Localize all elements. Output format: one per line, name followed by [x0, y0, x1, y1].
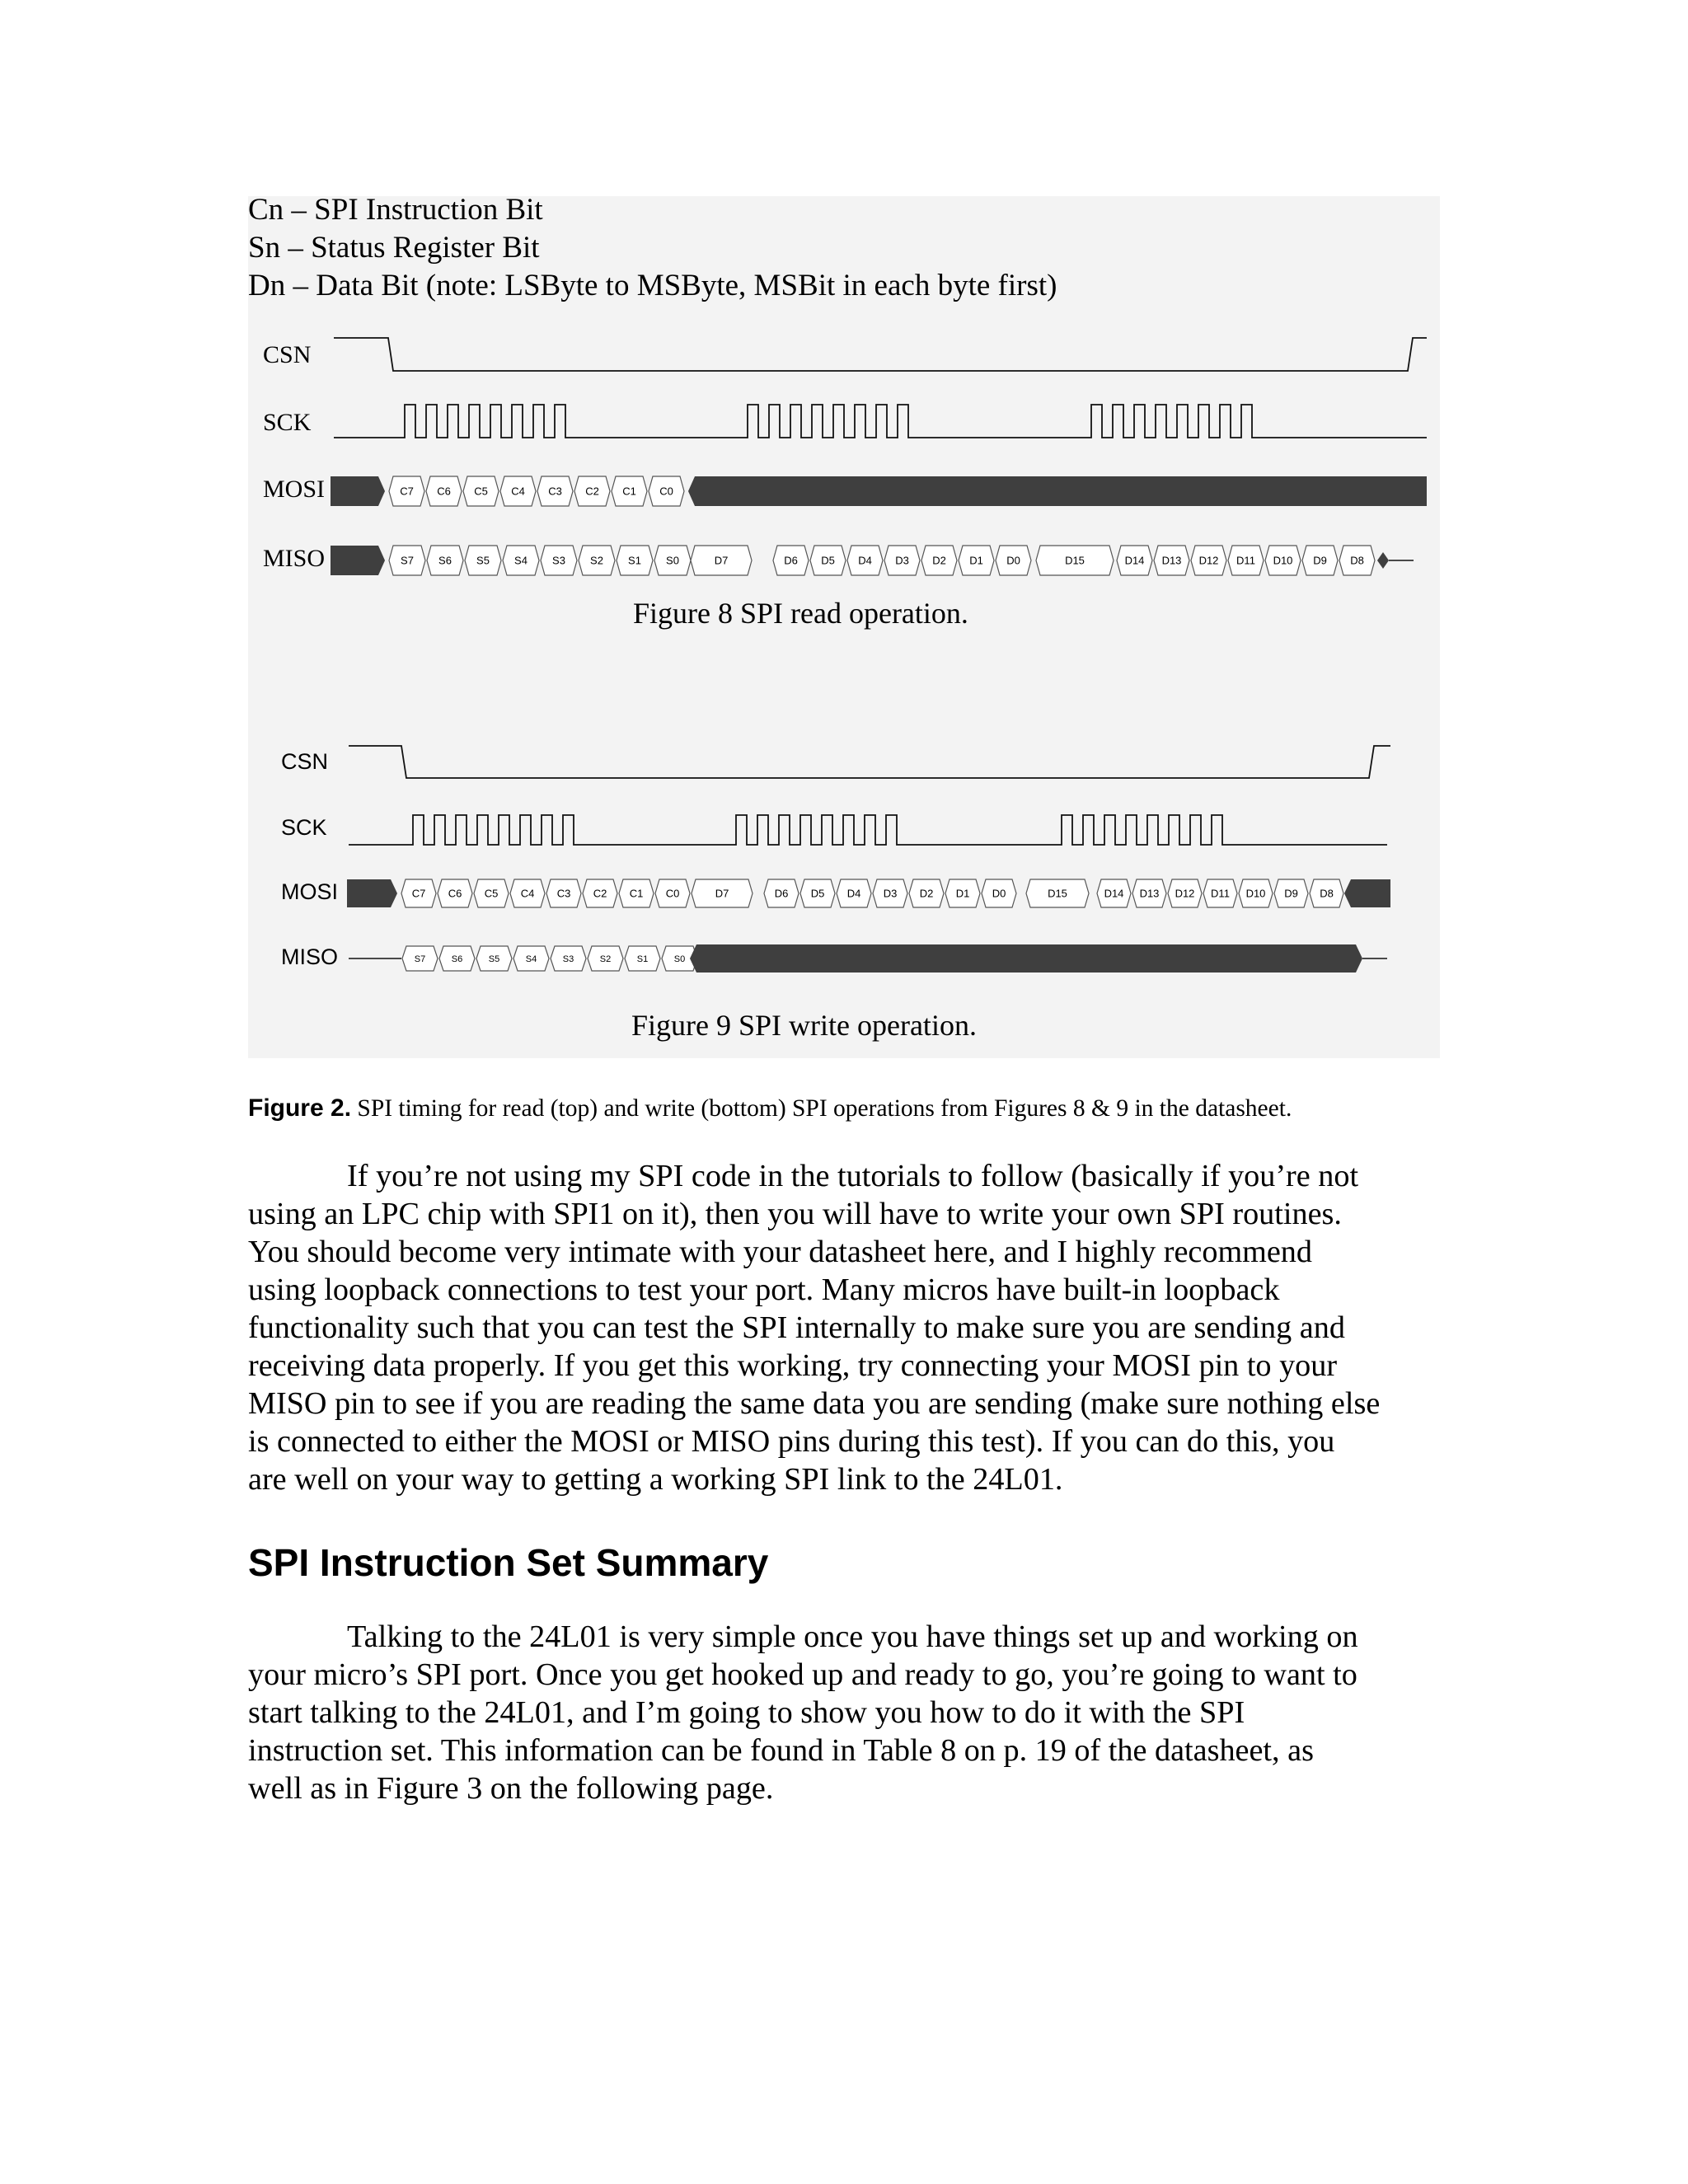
bus-cell-label: S2: [590, 554, 603, 567]
bus-cell-label: C5: [484, 887, 499, 900]
bus-cell-label: D1: [969, 554, 983, 567]
bus-cell-label: D6: [774, 887, 789, 900]
signal-label-mosi: MOSI: [281, 879, 339, 905]
bus-cell-label: S0: [673, 954, 686, 964]
bus-cell-label: S0: [666, 554, 679, 567]
paragraph-2: [248, 1618, 1447, 1807]
bus-cell-label: C4: [511, 485, 525, 498]
signal-label-mosi: MOSI: [263, 475, 326, 503]
bus-cell-label: S3: [552, 554, 565, 567]
bus-cell-label: C4: [520, 887, 535, 900]
paragraph-1: [248, 1157, 1447, 1498]
undefined-bus-block: [331, 476, 385, 506]
bus-cell-label: S5: [476, 554, 490, 567]
bus-cell-label: D2: [919, 887, 934, 900]
csn-waveform: [349, 746, 1390, 778]
signal-label-sck: SCK: [281, 815, 327, 841]
legend-cn: Cn – SPI Instruction Bit: [248, 193, 543, 227]
paragraph-line: If you’re not using my SPI code in the tutorials to follow (basically if you’re not: [347, 1159, 1359, 1193]
bus-cell-label: D4: [846, 887, 861, 900]
bus-cell-label: C1: [629, 887, 644, 900]
caption-text: SPI timing for read (top) and write (bottom) SPI operations from Figures 8 & 9 in the datasheet.: [357, 1095, 1292, 1122]
paragraph-line: Talking to the 24L01 is very simple once you have things set up and working on: [347, 1619, 1358, 1654]
bus-cell-label: C7: [411, 887, 426, 900]
bus-cell-label: D1: [955, 887, 970, 900]
undefined-bus-block: [690, 944, 1362, 972]
bus-cell-label: D9: [1313, 554, 1327, 567]
paragraph-line: using loopback connections to test your port. Many micros have built-in loopback: [248, 1272, 1280, 1307]
paragraph-line: MISO pin to see if you are reading the same data you are sending (make sure nothing else: [248, 1386, 1381, 1421]
bus-cell-label: D0: [992, 887, 1006, 900]
bus-cell-label: D12: [1198, 554, 1219, 567]
signal-label-sck: SCK: [263, 408, 312, 436]
legend-dn: Dn – Data Bit (note: LSByte to MSByte, MSBit in each byte first): [248, 269, 1057, 302]
bus-cell-label: D7: [714, 554, 729, 567]
bus-cell-label: C0: [665, 887, 680, 900]
bus-cell-label: D15: [1048, 887, 1067, 900]
bus-cell-label: D6: [784, 554, 798, 567]
bus-cell-label: D13: [1139, 887, 1160, 900]
undefined-bus-block: [1344, 879, 1390, 907]
paragraph-line: receiving data properly. If you get this working, try connecting your MOSI pin to your: [248, 1348, 1338, 1383]
bus-cell-label: C0: [659, 485, 673, 498]
paragraph-line: using an LPC chip with SPI1 on it), then you will have to write your own SPI routines.: [248, 1197, 1342, 1231]
bus-cell-label: C1: [622, 485, 636, 498]
bus-cell-label: C7: [400, 485, 414, 498]
signal-label-miso: MISO: [281, 944, 339, 970]
bus-cell-label: C5: [474, 485, 488, 498]
bus-cell-label: D7: [715, 887, 729, 900]
figure9-title: Figure 9 SPI write operation.: [631, 1009, 977, 1042]
figure9-diagram: [281, 746, 1390, 972]
bus-cell-label: S3: [562, 954, 574, 964]
bus-cell-label: D9: [1284, 887, 1298, 900]
undefined-bus-block: [1377, 552, 1389, 569]
bus-cell-label: D5: [810, 887, 825, 900]
bus-cell-label: S5: [488, 954, 500, 964]
bus-cell-label: D8: [1320, 887, 1334, 900]
bus-cell-label: D3: [895, 554, 909, 567]
bus-cell-label: D4: [858, 554, 872, 567]
bus-cell-label: C6: [448, 887, 462, 900]
bus-cell-label: D14: [1104, 887, 1124, 900]
bus-cell-label: D11: [1236, 554, 1255, 567]
bus-cell-label: C3: [548, 485, 562, 498]
bus-cell-label: D2: [932, 554, 946, 567]
bus-cell-label: D14: [1124, 554, 1145, 567]
bus-cell-label: D15: [1065, 554, 1085, 567]
paragraph-line: well as in Figure 3 on the following page.: [248, 1771, 774, 1806]
figure8-diagram: [263, 338, 1427, 575]
paragraph-line: your micro’s SPI port. Once you get hooked up and ready to go, you’re going to want to: [248, 1657, 1357, 1692]
sck-waveform: [349, 815, 1387, 845]
bus-cell-label: S1: [628, 554, 641, 567]
figure8-title: Figure 8 SPI read operation.: [633, 597, 968, 630]
undefined-bus-block: [347, 879, 397, 907]
undefined-bus-block: [688, 476, 1427, 506]
sck-waveform: [334, 405, 1427, 438]
bus-cell-label: S1: [636, 954, 649, 964]
bus-cell-label: D3: [883, 887, 898, 900]
paragraph-line: start talking to the 24L01, and I’m going to show you how to do it with the SPI: [248, 1695, 1245, 1730]
bus-cell-label: S4: [514, 554, 528, 567]
legend-sn: Sn – Status Register Bit: [248, 231, 540, 265]
bus-cell-label: S2: [599, 954, 612, 964]
paragraph-line: are well on your way to getting a working SPI link to the 24L01.: [248, 1462, 1063, 1497]
paragraph-line: instruction set. This information can be found in Table 8 on p. 19 of the datasheet, as: [248, 1733, 1314, 1768]
bus-cell-label: S6: [451, 954, 463, 964]
bus-cell-label: D5: [821, 554, 835, 567]
bus-cell-label: C2: [593, 887, 607, 900]
csn-waveform: [334, 338, 1427, 371]
caption-label: Figure 2.: [248, 1094, 352, 1122]
bus-cell-label: D10: [1273, 554, 1293, 567]
bus-cell-label: S7: [401, 554, 414, 567]
figure-caption: [248, 1094, 1451, 1122]
bus-cell-label: C3: [556, 887, 571, 900]
paragraph-line: functionality such that you can test the SPI internally to make sure you are sending and: [248, 1310, 1345, 1345]
bus-cell-label: D13: [1161, 554, 1182, 567]
signal-label-csn: CSN: [263, 340, 312, 368]
bus-cell-label: D11: [1211, 887, 1230, 900]
bus-cell-label: D8: [1350, 554, 1364, 567]
paragraph-line: You should become very intimate with your datasheet here, and I highly recommend: [248, 1235, 1312, 1269]
bus-cell-label: S6: [438, 554, 452, 567]
paragraph-line: is connected to either the MOSI or MISO pins during this test). If you can do this, you: [248, 1424, 1335, 1459]
section-heading: SPI Instruction Set Summary: [248, 1541, 769, 1584]
bus-cell-label: S4: [525, 954, 537, 964]
bus-cell-label: D10: [1245, 887, 1266, 900]
signal-label-miso: MISO: [263, 544, 326, 572]
signal-label-csn: CSN: [281, 749, 329, 775]
bus-cell-label: S7: [414, 954, 426, 964]
undefined-bus-block: [331, 546, 385, 575]
bus-cell-label: C2: [585, 485, 599, 498]
bus-cell-label: D12: [1175, 887, 1195, 900]
bus-cell-label: C6: [437, 485, 451, 498]
bus-cell-label: D0: [1006, 554, 1020, 567]
